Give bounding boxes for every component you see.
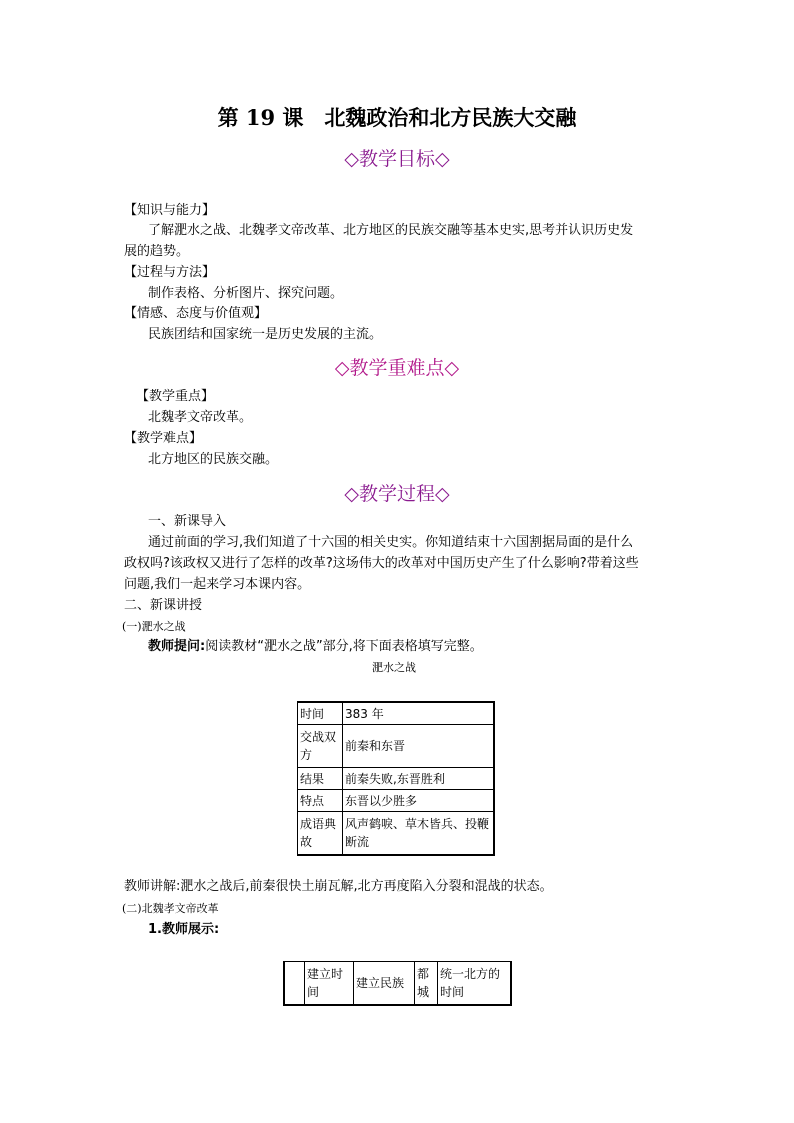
table-caption: 淝水之战 — [372, 661, 416, 674]
teacher-lecture-label: 教师讲解: — [124, 879, 181, 894]
table-cell: 建立民族 — [354, 962, 415, 1006]
table-row — [298, 725, 495, 768]
table-value: 前秦失败,东晋胜利 — [343, 768, 495, 790]
key-text-difficulty: 北方地区的民族交融。 — [148, 452, 279, 467]
goal-heading-knowledge: 【知识与能力】 — [124, 203, 216, 218]
key-text-focus: 北魏孝文帝改革。 — [148, 410, 253, 425]
table-row — [284, 962, 511, 1006]
table-value: 东晋以少胜多 — [343, 790, 495, 812]
goal-text-process: 制作表格、分析图片、探究问题。 — [148, 286, 344, 301]
table-row — [298, 812, 495, 856]
goal-heading-process: 【过程与方法】 — [124, 265, 216, 280]
section-heading-process: ◇教学过程◇ — [344, 483, 450, 505]
goal-heading-values: 【情感、态度与价值观】 — [124, 306, 268, 321]
intro-text-3: 问题,我们一起来学习本课内容。 — [124, 577, 311, 592]
subsection-reform: (二)北魏孝文帝改革 — [122, 902, 219, 915]
table-value: 风声鹤唳、草木皆兵、投鞭断流 — [343, 812, 495, 856]
teacher-lecture-text: 淝水之战后,前秦很快土崩瓦解,北方再度陷入分裂和混战的状态。 — [180, 879, 553, 894]
intro-text-2: 政权吗?该政权又进行了怎样的改革?这场伟大的改革对中国历史产生了什么影响?带着这些 — [124, 556, 639, 571]
goal-text-knowledge-2: 展的趋势。 — [124, 244, 190, 259]
table-key: 交战双方 — [298, 725, 343, 768]
table-cell: 统一北方的时间 — [438, 962, 512, 1006]
table-row — [298, 790, 495, 812]
goal-text-knowledge-1: 了解淝水之战、北魏孝文帝改革、北方地区的民族交融等基本史实,思考并认识历史发 — [148, 223, 634, 238]
table-value: 383 年 — [343, 702, 495, 725]
process-step-intro: 一、新课导入 — [148, 514, 227, 529]
reform-table — [283, 961, 512, 1006]
table-row — [298, 768, 495, 790]
table-row — [298, 702, 495, 725]
page-title: 第 19 课 北魏政治和北方民族大交融 — [217, 105, 577, 130]
teacher-question-label: 教师提问: — [148, 639, 206, 654]
subsection-feishui: (一)淝水之战 — [122, 620, 186, 633]
teacher-question-text: 阅读教材“淝水之战”部分,将下面表格填写完整。 — [205, 639, 483, 654]
table-cell — [284, 962, 305, 1006]
table-key: 时间 — [298, 702, 343, 725]
key-heading-focus: 【教学重点】 — [136, 389, 215, 404]
feishui-table — [297, 701, 495, 856]
intro-text-1: 通过前面的学习,我们知道了十六国的相关史实。你知道结束十六国割据局面的是什么 — [148, 535, 634, 550]
teacher-show: 1.教师展示: — [148, 922, 220, 937]
section-heading-goals: ◇教学目标◇ — [344, 148, 450, 170]
table-key: 成语典故 — [298, 812, 343, 856]
table-key: 特点 — [298, 790, 343, 812]
key-heading-difficulty: 【教学难点】 — [124, 431, 203, 446]
teacher-lecture — [124, 879, 553, 896]
teacher-question — [148, 639, 483, 656]
goal-text-values: 民族团结和国家统一是历史发展的主流。 — [148, 327, 383, 342]
table-cell: 建立时间 — [305, 962, 354, 1006]
table-value: 前秦和东晋 — [343, 725, 495, 768]
table-key: 结果 — [298, 768, 343, 790]
process-step-lecture: 二、新课讲授 — [124, 598, 203, 613]
section-heading-key: ◇教学重难点◇ — [334, 357, 460, 379]
table-cell: 都城 — [415, 962, 438, 1006]
